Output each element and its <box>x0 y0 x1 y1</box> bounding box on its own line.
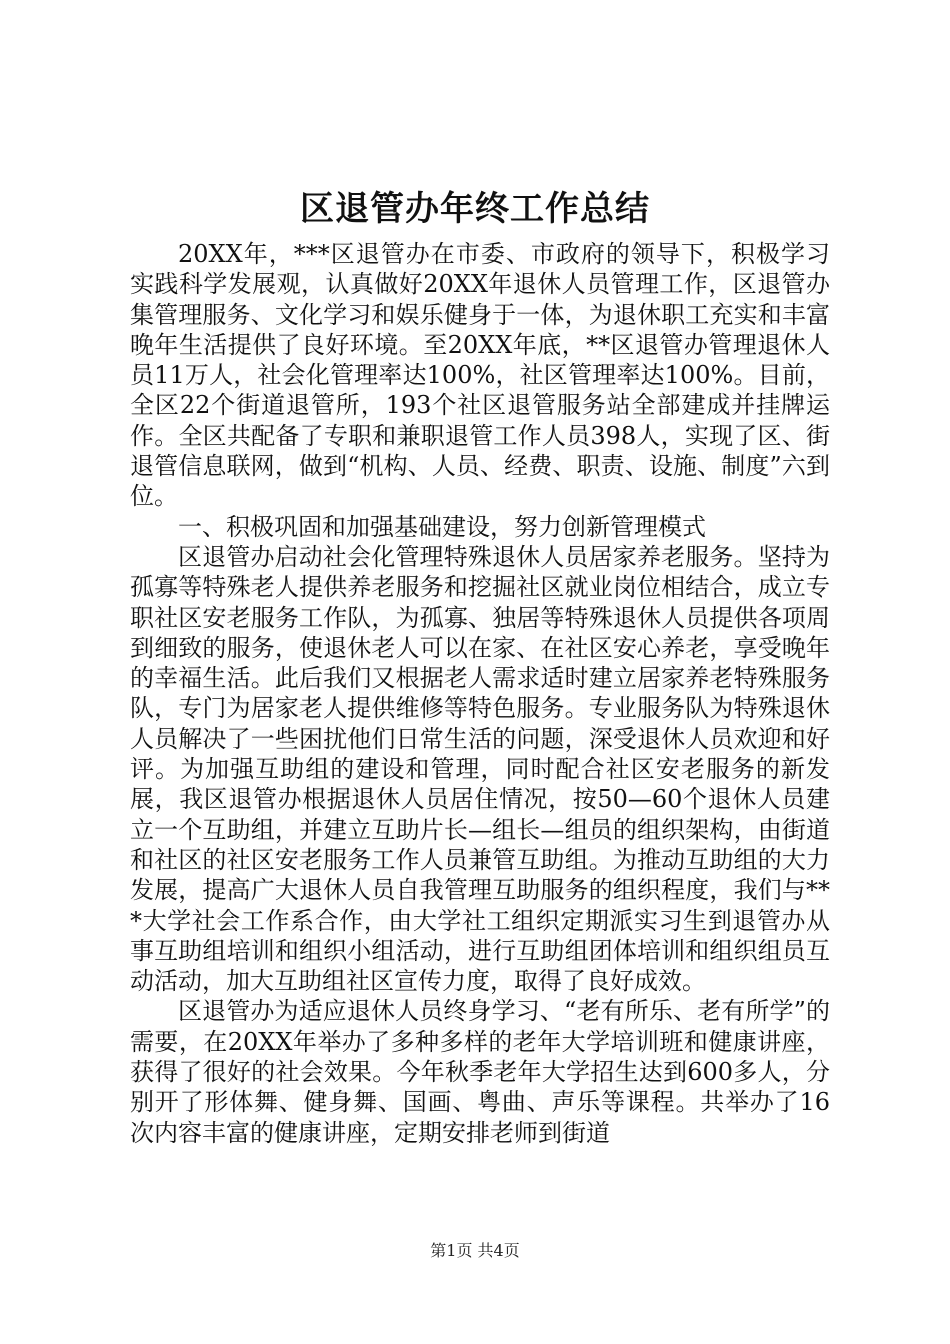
paragraph-home-care: 区退管办启动社会化管理特殊退休人员居家养老服务。坚持为孤寡等特殊老人提供养老服务和挖掘社区就业岗位相结合，成立专职社区安老服务工作队，为孤寡、独居等特殊退休人员提供各项周到细致的服务，使退休老人可以在家、在社区安心养老，享受晚年的幸福生活。此后我们又根据老人需求适时建立居家养老特殊服务队，专门为居家老人提供维修等特色服务。专业服务队为特殊退休人员解决了一些困扰他们日常生活的问题，深受退休人员欢迎和好评。为加强互助组的建设和管理，同时配合社区安老服务的新发展，我区退管办根据退休人员居住情况，按50—60个退休人员建立一个互助组，并建立互助片长—组长—组员的组织架构，由街道和社区的社区安老服务工作人员兼管互助组。为推动互助组的大力发展，提高广大退休人员自我管理互助服务的组织程度，我们与***大学社会工作系合作，由大学社工组织定期派实习生到退管办从事互助组培训和组织小组活动，进行互助组团体培训和组织组员互动活动，加大互助组社区宣传力度，取得了良好成效。 <box>130 542 830 996</box>
document-title: 区退管办年终工作总结 <box>300 189 650 229</box>
page-footer: 第1页 共4页 <box>430 1241 520 1260</box>
section-heading-1: 一、积极巩固和加强基础建设，努力创新管理模式 <box>178 512 706 541</box>
paragraph-intro: 20XX年，***区退管办在市委、市政府的领导下，积极学习实践科学发展观，认真做好20XX年退休人员管理工作，区退管办集管理服务、文化学习和娱乐健身于一体，为退休职工充实和丰富晚年生活提供了良好环境。至20XX年底，**区退管办管理退休人员11万人，社会化管理率达100%，社区管理率达100%。目前，全区22个街道退管所，193个社区退管服务站全部建成并挂牌运作。全区共配备了专职和兼职退管工作人员398人，实现了区、街退管信息联网，做到“机构、人员、经费、职责、设施、制度”六到位。 <box>130 240 830 511</box>
document-body <box>130 239 830 1148</box>
paragraph-senior-university: 区退管办为适应退休人员终身学习、“老有所乐、老有所学”的需要，在20XX年举办了多种多样的老年大学培训班和健康讲座，获得了很好的社会效果。今年秋季老年大学招生达到600多人，分别开了形体舞、健身舞、国画、粤曲、声乐等课程。共举办了16次内容丰富的健康讲座，定期安排老师到街道 <box>130 997 830 1147</box>
